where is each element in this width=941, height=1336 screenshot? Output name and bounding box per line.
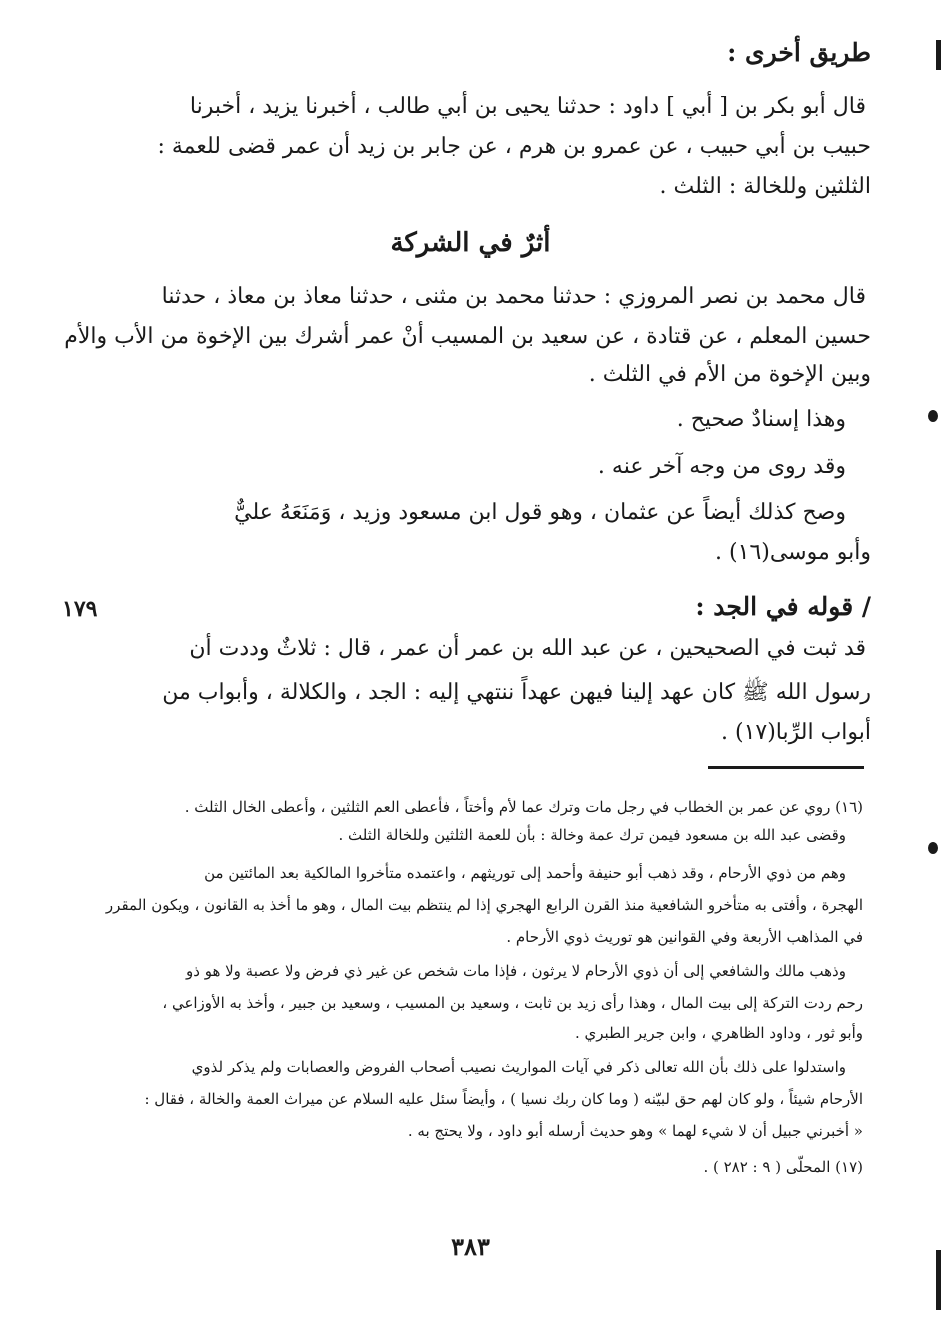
footnote-line: وهم من ذوي الأرحام ، وقد ذهب أبو حنيفة وأحمد إلى توريثهم ، واعتمده متأخروا المالكية بعد المائتين من [204,864,846,882]
section-heading-grandfather: / قوله في الجد : [695,592,871,621]
margin-page-number: ١٧٩ [62,596,98,622]
text-line: وبين الإخوة من الأم في الثلث . [588,362,871,387]
text-line: حبيب بن أبي حبيب ، عن عمرو بن هرم ، عن جابر بن زيد أن عمر قضى للعمة : [157,134,871,159]
scan-mark [928,410,938,422]
text-line: وقد روى من وجه آخر عنه . [597,454,846,479]
section-title-partnership: أثرٌ في الشركة [390,228,551,258]
text-line: حسين المعلم ، عن قتادة ، عن سعيد بن المسيب أنْ عمر أشرك بين الإخوة من الأب والأم [64,324,871,349]
text-line: قد ثبت في الصحيحين ، عن عبد الله بن عمر أن عمر ، قال : ثلاثٌ وددت أن [189,636,866,661]
footnote-line: وأبو ثور ، وداود الظاهري ، وابن جرير الطبري . [574,1024,863,1042]
page-number: ٣٨٣ [451,1232,490,1261]
footnote-line: الهجرة ، وأفتى به متأخرو الشافعية منذ القرن الرابع الهجري إذا لم ينتظم بيت المال ، وهو ما أخذ به القانون ، ويكون المقرر [105,896,863,914]
footnote-line: الأرحام شيئاً ، ولو كان لهم حق لبيّنه ( وما كان ربك نسيا ) ، وأيضاً سئل عليه السلام عن ميراث العمة والخالة ، فقال : [144,1090,863,1108]
text-line: وأبو موسى(١٦) . [715,540,871,565]
footnote-line: في المذاهب الأربعة وفي القوانين هو توريث ذوي الأرحام . [506,928,863,946]
scan-edge-mark [936,40,941,70]
text-line: رسول الله ﷺ كان عهد إلينا فيهن عهداً ننتهي إليه : الجد ، والكلالة ، وأبواب من [162,680,871,705]
text-line: وهذا إسنادٌ صحيح . [676,407,846,432]
footnote-line: « أخبرني جبيل أن لا شيء لهما » وهو حديث أرسله أبو داود ، ولا يحتج به . [407,1122,863,1140]
text-line: أبواب الرِّبا(١٧) . [721,720,871,745]
scan-mark [928,842,938,854]
text-line: وصح كذلك أيضاً عن عثمان ، وهو قول ابن مسعود وزيد ، وَمَنَعَهُ عليٌّ [234,500,846,525]
footnote-line: (١٧) المحلّى ( ٩ : ٢٨٢ ) . [703,1158,863,1176]
scan-edge-mark [936,1250,941,1310]
footnote-line: وذهب مالك والشافعي إلى أن ذوي الأرحام لا يرثون ، فإذا مات شخص عن غير ذي فرض ولا عصبة ولا هو ذو [186,962,846,980]
footnote-line: رحم ردت التركة إلى بيت المال ، وهذا رأى زيد بن ثابت ، وسعيد بن المسيب ، وسعيد بن جبير ، وأخذ به الأوزاعي ، [162,994,863,1012]
text-line: قال أبو بكر بن [ أبي ] داود : حدثنا يحيى بن أبي طالب ، أخبرنا يزيد ، أخبرنا [189,94,866,119]
footnote-separator [708,766,864,769]
footnote-line: وقضى عبد الله بن مسعود فيمن ترك عمة وخالة : بأن للعمة الثلثين وللخالة الثلث . [338,826,846,844]
text-line: الثلثين وللخالة : الثلث . [659,174,871,199]
section-heading-another-route: طريق أخرى : [727,38,871,67]
text-line: قال محمد بن نصر المروزي : حدثنا محمد بن مثنى ، حدثنا معاذ بن معاذ ، حدثنا [161,284,866,309]
footnote-line: (١٦) روي عن عمر بن الخطاب في رجل مات وترك عما لأم وأختاً ، فأعطى العم الثلثين ، وأعطى الخال الثلث . [184,798,863,816]
footnote-line: واستدلوا على ذلك بأن الله تعالى ذكر في آيات المواريث نصيب أصحاب الفروض والعصابات ولم يذكر لذوي [191,1058,846,1076]
